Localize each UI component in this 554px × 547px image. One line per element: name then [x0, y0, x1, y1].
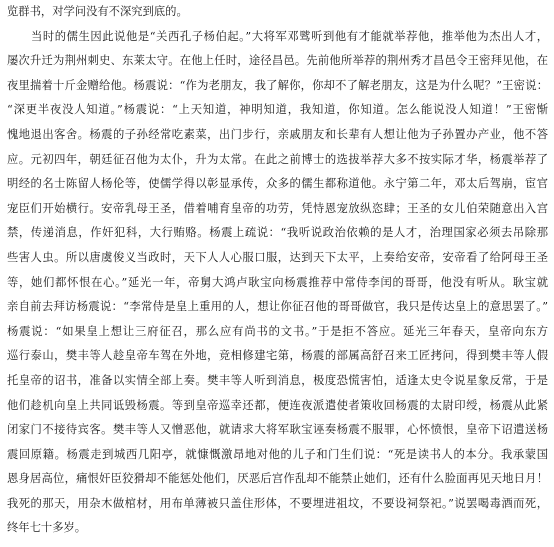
text-line: 他们趁机向皇上共同诋毁杨震。等到皇帝巡幸还都，便连夜派遣使者策收回杨震的太尉印绶，杨震从此紧	[7, 398, 548, 412]
text-line: 禁，传递消息，作奸犯科，大行贿赂。杨震上疏说：“我听说政治依赖的是人才，治理国家必须去吊除那	[7, 226, 548, 240]
text-line: 些害人虫。所以唐虞俊义当政时，天下人人心服口服，达到天下太平，上奏给安帝，安帝看了给阿母王圣	[7, 250, 548, 264]
text-line: 屡次升迁为荆州刺史、东莱太守。在他上任时，途径昌邑。先前他所举荐的荆州秀才昌邑令王密拜见他，在	[7, 54, 548, 68]
text-line: 震回原籍。杨震走到城西几阳亭，就慷慨激昂地对他的儿子和门生们说：“死是读书人的本分。我承蒙国	[7, 447, 548, 461]
text-line: 亲自前去拜访杨震说：“李常侍是皇上重用的人，想让你征召他的哥哥做官，我只是传达皇上的意思罢了。”	[7, 300, 548, 314]
text-line: 明经的名士陈留人杨伦等，使儒学得以彰显承传，众多的儒生都称道他。永宁第二年，邓太后驾崩，宦官	[7, 177, 548, 191]
text-line: 终年七十多岁。	[7, 521, 87, 535]
text-line: 恩身居高位，痛恨奸臣狡猾却不能惩处他们，厌恶后宫作乱却不能禁止她们，还有什么脸面再见天地日月！	[7, 472, 548, 486]
text-line: 愧地退出客舍。杨震的子孙经常吃素菜，出门步行，亲戚朋友和长辈有人想让他为子孙置办产业，他不答	[7, 127, 548, 141]
document-page	[7, 0, 548, 541]
text-line: 闭家门不接待宾客。樊丰等人又憎恶他，就请求大将军耿宝诬奏杨震不服罪，心怀愤恨，皇帝下诏遣送杨	[7, 423, 548, 437]
text-line: 托皇帝的诏书，准备以实情全部上奏。樊丰等人听到消息，极度恐慌害怕，适逢太史令说星象反常，于是	[7, 373, 548, 387]
text-line: 杨震说：“如果皇上想让三府征召，那么应有尚书的文书。”于是拒不答应。延光三年春天，皇帝向东方	[7, 324, 548, 338]
text-line: “深更半夜没人知道。”杨震说：“上天知道，神明知道，我知道，你知道。怎么能说没人知道！”王密惭	[7, 103, 548, 117]
text-line: 应。元初四年，朝廷征召他为太仆，升为太常。在此之前博士的选拔举荐大多不按实际才华，杨震举荐了	[7, 152, 548, 166]
text-line: 等，她们都怀恨在心。”延光一年，帝舅大鸿卢耿宝向杨震推荐中常侍李闰的哥哥，他没有听从。耿宝就	[7, 275, 548, 289]
text-line: 夜里揣着十斤金赠给他。杨震说：“作为老朋友，我了解你，你却不了解老朋友，这是为什么呢？”王密说：	[7, 78, 548, 92]
text-line: 宠臣们开始横行。安帝乳母王圣，借着哺育皇帝的功劳，凭恃恩宠放纵恣肆；王圣的女儿伯荣随意出入宫	[7, 201, 548, 215]
text-line: 览群书，对学问没有不深究到底的。	[7, 5, 188, 18]
text-line: 巡行泰山，樊丰等人趁皇帝车驾在外地，竞相修建宅第，杨震的部属高舒召来工匠拷问，得到樊丰等人假	[7, 349, 548, 363]
text-line: 当时的儒生因此说他是“关西孔子杨伯起。”大将军邓骘听到他有才能就举荐他，推举他为杰出人才，	[31, 29, 548, 43]
text-line: 我死的那天，用杂木做棺材，用布单薄被只盖住形体，不要埋进祖坟，不要设祠祭祀。”说罢喝毒酒而死，	[7, 496, 548, 510]
